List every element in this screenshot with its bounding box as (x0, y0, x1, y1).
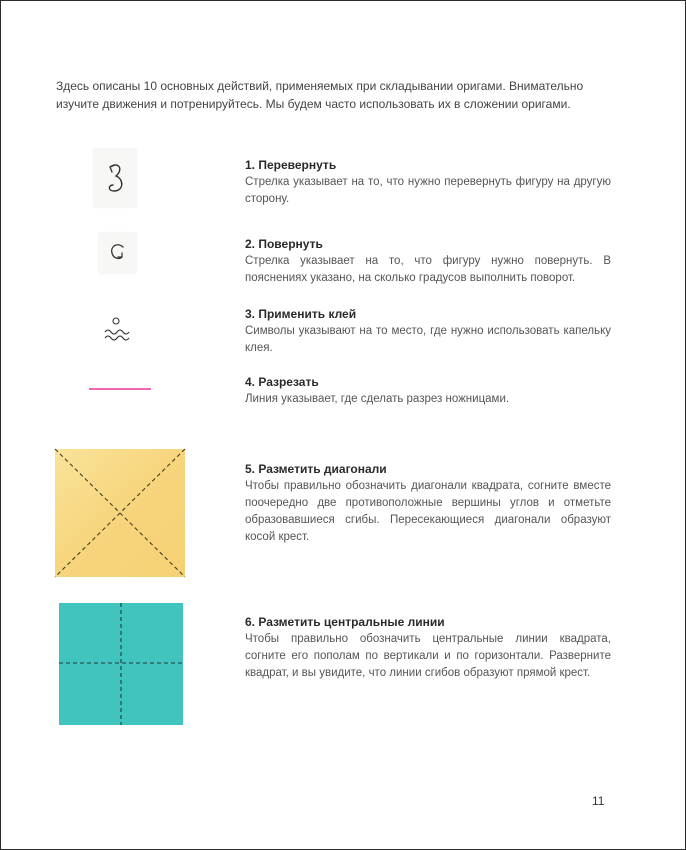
glue-symbol-icon (103, 314, 139, 344)
item-description: Стрелка указывает на то, что нужно перевернуть фигуру на другую сторону. (245, 176, 611, 205)
item-cut (245, 374, 611, 408)
item-flip (245, 157, 611, 208)
intro-paragraph: Здесь описаны 10 основных действий, применяемых при складывании оригами. Внимательно изучите движения и потренируйтесь. Мы будем часто использовать их в сложении оригами. (56, 79, 584, 111)
flip-arrow-icon (94, 149, 136, 207)
item-glue (245, 306, 611, 357)
item-diagonals (245, 461, 611, 546)
item-description: Чтобы правильно обозначить диагонали квадрата, согните вместе поочередно две противоположные вершины углов и отметьте образовавшиеся сгибы. Пересекающиеся диагонали образуют косой крест. (245, 480, 611, 543)
item-title: 4. Разрезать (245, 375, 319, 389)
item-description: Символы указывают на то место, где нужно использовать капельку клея. (245, 325, 611, 354)
item-title: 5. Разметить диагонали (245, 462, 387, 476)
cut-line-icon (89, 386, 153, 392)
item-title: 2. Повернуть (245, 237, 323, 251)
rotate-arrow-icon (99, 233, 136, 273)
item-rotate (245, 236, 611, 287)
rotate-card (99, 233, 136, 273)
page-number: 11 (592, 794, 605, 808)
item-title: 6. Разметить центральные линии (245, 615, 445, 629)
item-title: 1. Перевернуть (245, 158, 337, 172)
item-description: Линия указывает, где сделать разрез ножницами. (245, 393, 510, 405)
item-description: Стрелка указывает на то, что фигуру нужно повернуть. В пояснениях указано, на сколько градусов выполнить поворот. (245, 255, 611, 284)
item-title: 3. Применить клей (245, 307, 357, 321)
center-fold-square-icon (57, 601, 185, 727)
diagonal-fold-square-icon (53, 447, 187, 579)
flip-card (94, 149, 136, 207)
item-description: Чтобы правильно обозначить центральные линии квадрата, согните его пополам по вертикали и по горизонтали. Разверните квадрат, и вы увидите, что линии сгибов образуют прямой крест. (245, 633, 611, 679)
item-center-lines (245, 614, 611, 682)
